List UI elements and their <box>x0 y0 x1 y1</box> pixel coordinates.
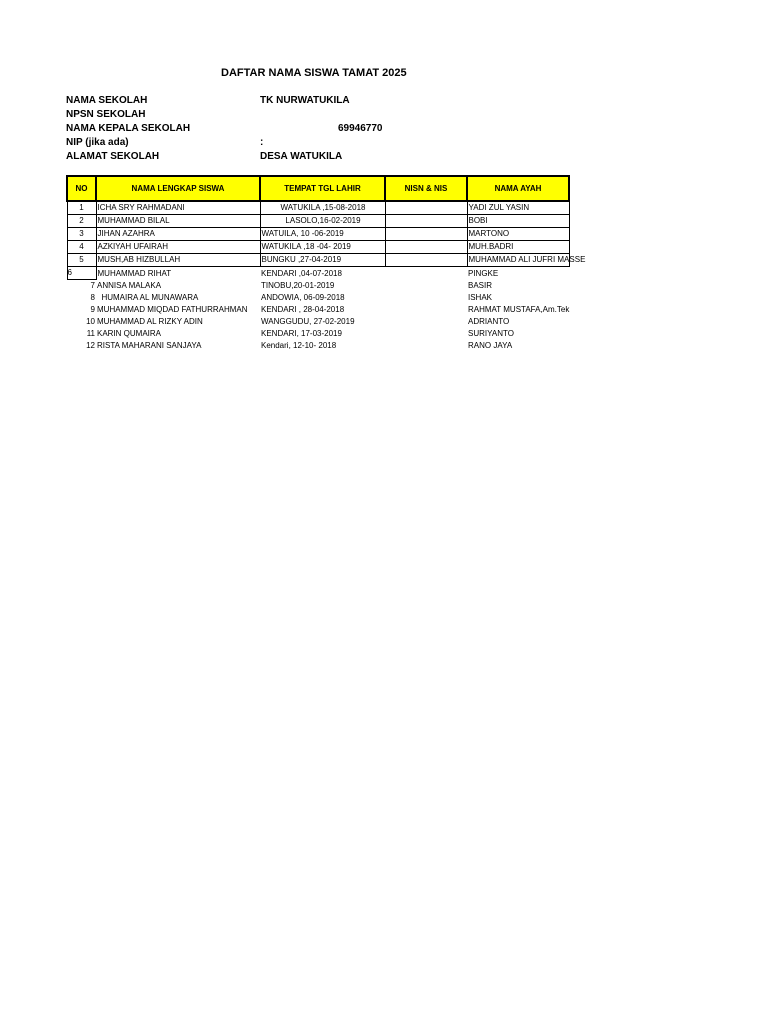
cell-nisn <box>385 228 467 241</box>
table-row <box>67 228 569 241</box>
cell-no: 10 <box>86 317 95 326</box>
cell-nisn <box>385 292 467 304</box>
cell-nisn <box>385 215 467 228</box>
cell-birth: TINOBU,20-01-2019 <box>261 281 335 290</box>
table-row <box>67 241 569 254</box>
cell-father: RAHMAT MUSTAFA,Am.Tek <box>468 305 570 314</box>
cell-father: MUHAMMAD ALI JUFRI MASSE <box>467 254 569 267</box>
header-nisn: NISN & NIS <box>385 176 467 201</box>
cell-father: ADRIANTO <box>468 317 510 326</box>
school-name-label: NAMA SEKOLAH <box>66 95 148 106</box>
cell-no: 7 <box>90 281 95 290</box>
cell-nisn <box>385 304 467 316</box>
cell-name: MUSH,AB HIZBULLAH <box>96 254 260 267</box>
nip-value: : <box>260 137 264 148</box>
cell-no: 12 <box>86 341 95 350</box>
cell-birth: WANGGUDU, 27-02-2019 <box>261 317 355 326</box>
cell-father: MUH.BADRI <box>467 241 569 254</box>
cell-nisn <box>385 267 467 280</box>
cell-name: ICHA SRY RAHMADANI <box>96 201 260 215</box>
table-row <box>67 304 569 316</box>
cell-no: 5 <box>67 254 96 267</box>
table-row <box>67 292 569 304</box>
cell-nisn <box>385 241 467 254</box>
cell-nisn <box>385 280 467 293</box>
cell-name: JIHAN AZAHRA <box>96 228 260 241</box>
cell-birth: Kendari, 12-10- 2018 <box>261 341 337 350</box>
cell-name: ANNISA MALAKA <box>97 281 162 290</box>
cell-birth: BUNGKU ,27-04-2019 <box>260 254 385 267</box>
cell-father: MARTONO <box>467 228 569 241</box>
cell-father: SURIYANTO <box>468 329 514 338</box>
cell-name: MUHAMMAD AL RIZKY ADIN <box>97 317 203 326</box>
cell-birth: KENDARI , 28-04-2018 <box>261 305 345 314</box>
school-name-value: TK NURWATUKILA <box>260 95 350 106</box>
cell-name: KARIN QUMAIRA <box>97 329 162 338</box>
cell-birth: ANDOWIA, 06-09-2018 <box>261 293 345 302</box>
cell-no: 3 <box>67 228 96 241</box>
cell-nisn <box>385 316 467 328</box>
header-father: NAMA AYAH <box>467 176 569 201</box>
cell-name: HUMAIRA AL MUNAWARA <box>97 293 199 302</box>
cell-birth: WATUKILA ,18 -04- 2019 <box>260 241 385 254</box>
address-value: DESA WATUKILA <box>260 151 343 162</box>
npsn-label: NPSN SEKOLAH <box>66 109 146 120</box>
cell-birth: KENDARI, 17-03-2019 <box>261 329 342 338</box>
npsn-value: 69946770 <box>338 123 383 134</box>
cell-name: MUHAMMAD RIHAT <box>96 267 260 280</box>
table-row <box>67 316 569 328</box>
cell-no: 8 <box>90 293 95 302</box>
header-birth: TEMPAT TGL LAHIR <box>260 176 385 201</box>
cell-no: 11 <box>86 329 95 338</box>
cell-nisn <box>385 328 467 340</box>
table-row <box>67 201 569 215</box>
cell-no: 6 <box>67 267 96 280</box>
cell-father: BASIR <box>468 281 493 290</box>
cell-father: BOBI <box>467 215 569 228</box>
student-table <box>66 175 586 352</box>
cell-birth: WATUILA, 10 -06-2019 <box>260 228 385 241</box>
table-row <box>67 328 569 340</box>
cell-name: MUHAMMAD MIQDAD FATHURRAHMAN <box>97 305 248 314</box>
cell-no: 4 <box>67 241 96 254</box>
table-row <box>67 340 569 352</box>
principal-label: NAMA KEPALA SEKOLAH <box>66 123 191 134</box>
cell-name: AZKIYAH UFAIRAH <box>96 241 260 254</box>
table-row <box>67 280 569 293</box>
cell-no: 9 <box>90 305 95 314</box>
cell-nisn <box>385 340 467 352</box>
cell-nisn <box>385 201 467 215</box>
table-row <box>67 215 569 228</box>
cell-father: ISHAK <box>468 293 493 302</box>
cell-no: 2 <box>67 215 96 228</box>
cell-no: 1 <box>67 201 96 215</box>
cell-birth: LASOLO,16-02-2019 <box>260 215 385 228</box>
cell-name: MUHAMMAD BILAL <box>96 215 260 228</box>
document-title: DAFTAR NAMA SISWA TAMAT 2025 <box>221 67 407 79</box>
cell-father: YADI ZUL YASIN <box>467 201 569 215</box>
address-label: ALAMAT SEKOLAH <box>66 151 160 162</box>
cell-father: RANO JAYA <box>468 341 513 350</box>
cell-birth: WATUKILA ,15-08-2018 <box>260 201 385 215</box>
cell-name: RISTA MAHARANI SANJAYA <box>97 341 202 350</box>
cell-father: PINGKE <box>468 268 499 278</box>
header-no: NO <box>67 176 96 201</box>
cell-birth: KENDARI ,04-07-2018 <box>261 268 342 278</box>
table-header-row <box>67 176 569 201</box>
header-name: NAMA LENGKAP SISWA <box>96 176 260 201</box>
nip-label: NIP (jika ada) <box>66 137 129 148</box>
cell-nisn <box>385 254 467 267</box>
table-row <box>67 254 569 267</box>
table-row <box>67 267 569 280</box>
